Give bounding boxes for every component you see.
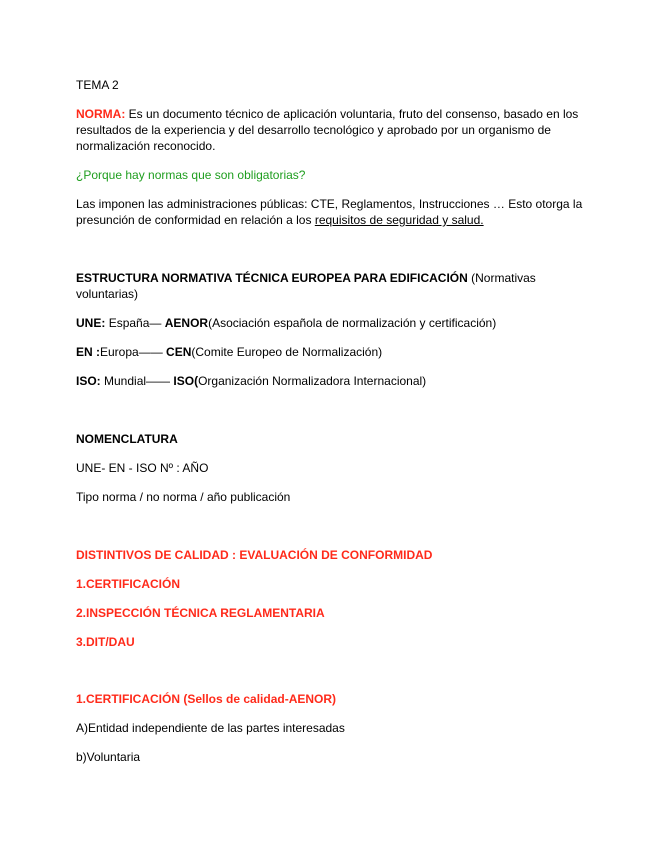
row-org: CEN (166, 345, 192, 359)
norma-definition (76, 106, 596, 154)
distintivos-item-inspeccion: 2.INSPECCIÓN TÉCNICA REGLAMENTARIA (76, 606, 325, 620)
row-desc: (Comite Europeo de Normalización) (191, 345, 383, 359)
structure-row-iso (76, 373, 596, 389)
answer-text: Las imponen las administraciones públicas: CTE, Reglamentos, Instrucciones … Esto otorga la presunción de conformidad en relación a los (76, 197, 583, 227)
structure-heading: ESTRUCTURA NORMATIVA TÉCNICA EUROPEA PARA EDIFICACIÓN (76, 271, 468, 285)
row-org: AENOR (164, 316, 209, 330)
row-org: ISO( (173, 374, 199, 388)
norma-text: Es un documento técnico de aplicación voluntaria, fruto del consenso, basado en los resultados de la experiencia y del desarrollo tecnológico y aprobado por un organismo de normalización reconocido. (76, 107, 579, 153)
doc-title: TEMA 2 (76, 78, 119, 92)
distintivos-item-certificacion: 1.CERTIFICACIÓN (76, 577, 181, 591)
structure-heading-note: (Normativas voluntarias) (76, 271, 536, 301)
question-text: ¿Porque hay normas que son obligatorias? (76, 168, 306, 182)
certificacion-heading: 1.CERTIFICACIÓN (Sellos de calidad-AENOR) (76, 692, 337, 706)
norma-label: NORMA: (76, 107, 126, 121)
row-code: ISO: (76, 374, 101, 388)
row-scope: Europa—— (100, 345, 163, 359)
answer-paragraph (76, 196, 596, 228)
nomenclatura-line1: UNE- EN - ISO Nº : AÑO (76, 461, 209, 475)
row-scope: España— (108, 316, 162, 330)
structure-row-en (76, 344, 596, 360)
answer-underlined: requisitos de seguridad y salud. (314, 213, 484, 227)
certificacion-line-a: A)Entidad independiente de las partes interesadas (76, 721, 345, 735)
structure-heading-block (76, 270, 596, 302)
row-desc: Organización Normalizadora Internacional) (198, 374, 427, 388)
certificacion-line-b: b)Voluntaria (76, 750, 141, 764)
structure-row-une (76, 315, 596, 331)
row-code: EN : (76, 345, 100, 359)
distintivos-heading: DISTINTIVOS DE CALIDAD : EVALUACIÓN DE CONFORMIDAD (76, 548, 433, 562)
row-code: UNE: (76, 316, 106, 330)
nomenclatura-line2: Tipo norma / no norma / año publicación (76, 490, 291, 504)
row-desc: (Asociación española de normalización y certificación) (208, 316, 497, 330)
distintivos-item-dit-dau: 3.DIT/DAU (76, 635, 135, 649)
row-scope: Mundial—— (104, 374, 171, 388)
nomenclatura-heading: NOMENCLATURA (76, 432, 178, 446)
